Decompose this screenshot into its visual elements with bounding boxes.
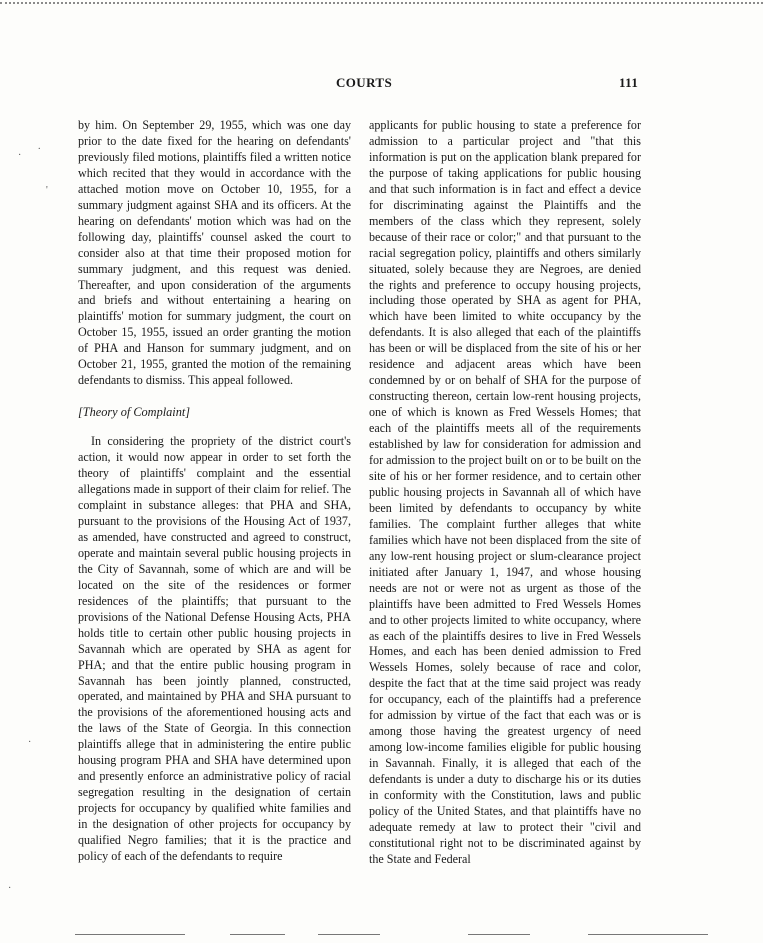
page-number: 111 (619, 75, 639, 90)
section-heading: [Theory of Complaint] (78, 405, 191, 420)
scan-speck: ' (46, 185, 48, 196)
scan-speck: · (18, 150, 22, 161)
bottom-scan-rule (318, 934, 380, 935)
bottom-scan-rule (468, 934, 530, 935)
left-column (78, 118, 351, 865)
top-dotted-rule (0, 2, 763, 4)
bottom-scan-rule (230, 934, 285, 935)
running-title: COURTS (336, 75, 393, 90)
scan-speck: · (8, 883, 12, 894)
bottom-scan-rule (588, 934, 708, 935)
running-header (0, 75, 763, 91)
left-paragraph-1: by him. On September 29, 1955, which was one day prior to the date fixed for the hearing on defendants' previously filed motions, plaintiffs filed a written notice which recited that they would in accordance with the attached motion move on October 10, 1955, for a summary judgment against SHA and its officers. At the hearing on defendants' motion which was had on the following day, plaintiffs' counsel asked the court to consider also at that time their proposed motion for summary judgment, and this request was denied. Thereafter, and upon consideration of the arguments and briefs and without entertaining a hearing on plaintiffs' motion for summary judgment, the court on October 15, 1955, issued an order granting the motion of PHA and Hanson for summary judgment, and on October 21, 1955, granted the motion of the remaining defendants to dismiss. This appeal followed. (78, 118, 351, 388)
left-paragraph-2: In considering the propriety of the district court's action, it would now appear in order to set forth the theory of plaintiffs' complaint and the essential allegations made in support of their claim for relief. The complaint in substance alleges: that PHA and SHA, pursuant to the provisions of the Housing Act of 1937, as amended, have constructed and agreed to construct, operate and maintain several public housing projects in the City of Savannah, some of which are and will be located on the site of the residences or former residences of the plaintiffs; that pursuant to the provisions of the National Defense Housing Acts, PHA holds title to certain other public housing projects in Savannah which are operated by SHA as agent for PHA; and that the entire public housing program in Savannah has been jointly planned, constructed, operated, and maintained by PHA and SHA pursuant to the provisions of the aforementioned housing acts and the laws of the State of Georgia. In this connection plaintiffs allege that in administering the entire public housing program PHA and SHA have determined upon and presently enforce an administrative policy of racial segregation resulting in the designation of certain projects for occupancy by qualified white families and in the designation of other projects for occupancy by qualified Negro families; that it is the practice and policy of each of the defendants to require (78, 434, 351, 863)
scan-speck: . (38, 141, 41, 152)
bottom-scan-rule (75, 934, 185, 935)
scan-speck: · (28, 737, 32, 748)
right-column (369, 118, 641, 868)
right-paragraph-1: applicants for public housing to state a preference for admission to a particular project and "that this information is put on the application blank prepared for the purpose of taking applications for public housing and that such information is in fact and effect a device for discriminating against the Plaintiffs and the members of the class which they represent, solely because of their race or color;" and that pursuant to the racial segregation policy, plaintiffs and others similarly situated, solely because they are Negroes, are denied the rights and preference to occupy housing projects, including those operated by SHA as agent for PHA, which have been limited to white occupancy by the defendants. It is also alleged that each of the plaintiffs has been or will be displaced from the site of his or her residence and adjacent areas which have been condemned by or on behalf of SHA for the purpose of constructing thereon, certain low-rent housing projects, one of which is known as Fred Wessels Homes; that each of the plaintiffs meets all of the requirements established by law for consideration for admission and for admission to the project built on or to be built on the site of his or her former residence, and to certain other public housing projects in Savannah all of which have been limited by defendants to occupancy by white families. The complaint further alleges that white families which have not been displaced from the site of any low-rent housing project or slum-clearance project initiated after January 1, 1947, and whose housing needs are not or were not as urgent as those of the plaintiffs have been admitted to Fred Wessels Homes and to other projects limited to white occupancy, where as each of the plaintiffs desires to live in Fred Wessels Homes, and each has been denied admission to Fred Wessels Homes, solely because of race and color, despite the fact that at the time said project was ready for occupancy, each of the plaintiffs had a preference for admission by virtue of the fact that each was or is among those having the greatest urgency of need among low-income families eligible for public housing in Savannah. Finally, it is alleged that each of the defendants is under a duty to discharge his or its duties in conformity with the Constitution, laws and public policy of the United States, and that plaintiffs have no adequate remedy at law to protect their "civil and constitutional right not to be discriminated against by the State and Federal (369, 118, 641, 866)
